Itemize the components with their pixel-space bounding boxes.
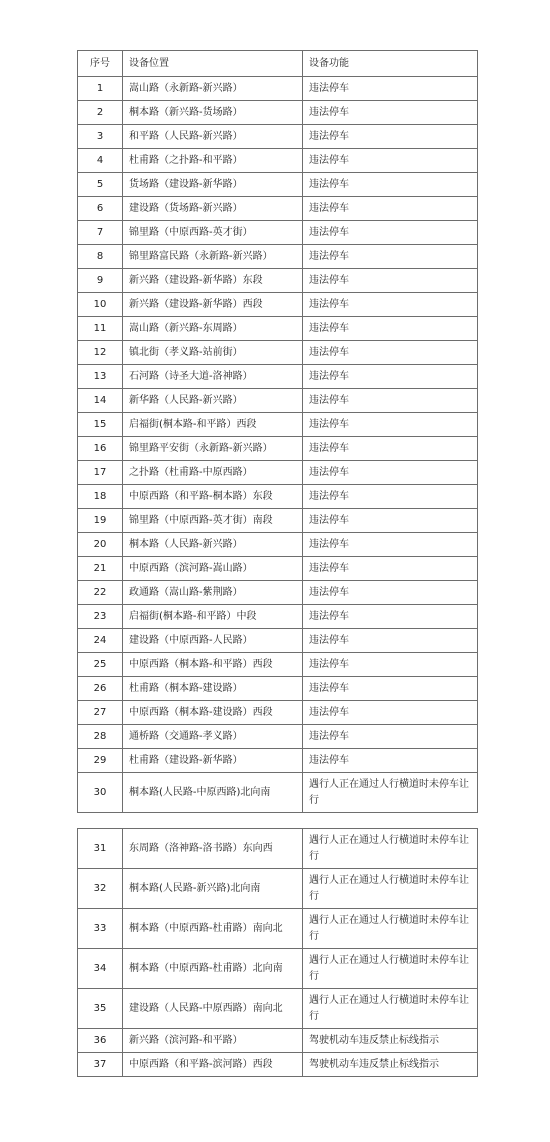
cell-no: 3 (78, 125, 123, 149)
cell-function: 驾驶机动车违反禁止标线指示 (303, 1053, 478, 1077)
table-row (78, 701, 478, 725)
table-row (78, 437, 478, 461)
cell-location: 中原西路（和平路-桐本路）东段 (123, 485, 303, 509)
cell-no: 16 (78, 437, 123, 461)
cell-no: 33 (78, 909, 123, 949)
cell-function: 遇行人正在通过人行横道时未停车让行 (303, 989, 478, 1029)
table-row (78, 677, 478, 701)
cell-location: 杜甫路（之扑路-和平路） (123, 149, 303, 173)
cell-function: 违法停车 (303, 533, 478, 557)
cell-function: 违法停车 (303, 701, 478, 725)
cell-location: 新华路（人民路-新兴路） (123, 389, 303, 413)
cell-location: 东周路（洛神路-洛书路）东向西 (123, 829, 303, 869)
cell-function: 违法停车 (303, 581, 478, 605)
cell-no: 10 (78, 293, 123, 317)
cell-no: 25 (78, 653, 123, 677)
table-row (78, 341, 478, 365)
cell-location: 桐本路（中原西路-杜甫路）北向南 (123, 949, 303, 989)
table-row (78, 461, 478, 485)
table-row (78, 909, 478, 949)
cell-no: 12 (78, 341, 123, 365)
cell-function: 违法停车 (303, 749, 478, 773)
cell-location: 石河路（诗圣大道-洛神路） (123, 365, 303, 389)
cell-function: 遇行人正在通过人行横道时未停车让行 (303, 949, 478, 989)
cell-location: 嵩山路（永新路-新兴路） (123, 77, 303, 101)
cell-function: 驾驶机动车违反禁止标线指示 (303, 1029, 478, 1053)
table-row (78, 629, 478, 653)
cell-location: 桐本路(人民路-中原西路)北向南 (123, 773, 303, 813)
table-row (78, 557, 478, 581)
cell-no: 4 (78, 149, 123, 173)
cell-no: 2 (78, 101, 123, 125)
cell-location: 中原西路（桐本路-建设路）西段 (123, 701, 303, 725)
cell-function: 违法停车 (303, 221, 478, 245)
cell-location: 嵩山路（新兴路-东周路） (123, 317, 303, 341)
cell-no: 8 (78, 245, 123, 269)
cell-no: 24 (78, 629, 123, 653)
cell-location: 镇北街（孝义路-站前街） (123, 341, 303, 365)
cell-location: 中原西路（滨河路-嵩山路） (123, 557, 303, 581)
table-row (78, 949, 478, 989)
table-row (78, 989, 478, 1029)
cell-function: 违法停车 (303, 197, 478, 221)
cell-location: 中原西路（和平路-滨河路）西段 (123, 1053, 303, 1077)
cell-no: 7 (78, 221, 123, 245)
cell-location: 启福街(桐本路-和平路）西段 (123, 413, 303, 437)
table-row (78, 317, 478, 341)
cell-function: 违法停车 (303, 173, 478, 197)
cell-location: 启福街(桐本路-和平路）中段 (123, 605, 303, 629)
cell-location: 锦里路富民路（永新路-新兴路） (123, 245, 303, 269)
cell-no: 30 (78, 773, 123, 813)
cell-no: 1 (78, 77, 123, 101)
cell-function: 违法停车 (303, 677, 478, 701)
table-row (78, 749, 478, 773)
cell-location: 之扑路（杜甫路-中原西路） (123, 461, 303, 485)
cell-location: 新兴路（滨河路-和平路） (123, 1029, 303, 1053)
table-body-part-1 (78, 77, 478, 813)
cell-function: 违法停车 (303, 437, 478, 461)
table-row (78, 365, 478, 389)
cell-location: 政通路（嵩山路-紫荆路） (123, 581, 303, 605)
table-row (78, 1053, 478, 1077)
cell-location: 杜甫路（建设路-新华路） (123, 749, 303, 773)
cell-function: 违法停车 (303, 557, 478, 581)
cell-location: 锦里路（中原西路-英才街） (123, 221, 303, 245)
cell-location: 和平路（人民路-新兴路） (123, 125, 303, 149)
table-row (78, 829, 478, 869)
cell-no: 6 (78, 197, 123, 221)
cell-location: 中原西路（桐本路-和平路）西段 (123, 653, 303, 677)
table-row (78, 485, 478, 509)
table-body-part-2 (78, 829, 478, 1077)
cell-location: 桐本路（人民路-新兴路） (123, 533, 303, 557)
cell-function: 违法停车 (303, 509, 478, 533)
table-row (78, 173, 478, 197)
cell-location: 桐本路（中原西路-杜甫路）南向北 (123, 909, 303, 949)
cell-function: 违法停车 (303, 293, 478, 317)
cell-no: 13 (78, 365, 123, 389)
cell-no: 18 (78, 485, 123, 509)
cell-function: 违法停车 (303, 125, 478, 149)
device-table-part-1 (77, 50, 478, 813)
cell-no: 31 (78, 829, 123, 869)
header-no: 序号 (78, 51, 123, 77)
table-row (78, 869, 478, 909)
cell-location: 建设路（中原西路-人民路） (123, 629, 303, 653)
cell-no: 5 (78, 173, 123, 197)
cell-function: 违法停车 (303, 629, 478, 653)
cell-no: 26 (78, 677, 123, 701)
table-header-row (78, 51, 478, 77)
cell-function: 违法停车 (303, 605, 478, 629)
cell-no: 34 (78, 949, 123, 989)
cell-no: 14 (78, 389, 123, 413)
header-location: 设备位置 (123, 51, 303, 77)
cell-function: 违法停车 (303, 149, 478, 173)
table-row (78, 605, 478, 629)
table-row (78, 509, 478, 533)
table-row (78, 293, 478, 317)
cell-no: 28 (78, 725, 123, 749)
cell-no: 20 (78, 533, 123, 557)
cell-no: 37 (78, 1053, 123, 1077)
cell-no: 36 (78, 1029, 123, 1053)
table-row (78, 125, 478, 149)
cell-function: 违法停车 (303, 413, 478, 437)
cell-function: 违法停车 (303, 389, 478, 413)
cell-no: 22 (78, 581, 123, 605)
table-row (78, 269, 478, 293)
cell-no: 9 (78, 269, 123, 293)
table-row (78, 413, 478, 437)
cell-location: 新兴路（建设路-新华路）西段 (123, 293, 303, 317)
table-row (78, 1029, 478, 1053)
cell-function: 违法停车 (303, 341, 478, 365)
cell-no: 27 (78, 701, 123, 725)
table-row (78, 581, 478, 605)
header-function: 设备功能 (303, 51, 478, 77)
cell-function: 违法停车 (303, 269, 478, 293)
cell-function: 违法停车 (303, 365, 478, 389)
cell-location: 锦里路平安街（永新路-新兴路） (123, 437, 303, 461)
table-row (78, 197, 478, 221)
cell-no: 35 (78, 989, 123, 1029)
cell-location: 锦里路（中原西路-英才街）南段 (123, 509, 303, 533)
cell-no: 29 (78, 749, 123, 773)
table-row (78, 245, 478, 269)
cell-no: 21 (78, 557, 123, 581)
cell-location: 货场路（建设路-新华路） (123, 173, 303, 197)
cell-location: 杜甫路（桐本路-建设路） (123, 677, 303, 701)
cell-no: 15 (78, 413, 123, 437)
table-row (78, 533, 478, 557)
table-row (78, 725, 478, 749)
cell-function: 违法停车 (303, 485, 478, 509)
table-row (78, 101, 478, 125)
device-table-part-2 (77, 828, 478, 1077)
cell-location: 建设路（人民路-中原西路）南向北 (123, 989, 303, 1029)
cell-function: 遇行人正在通过人行横道时未停车让行 (303, 773, 478, 813)
table-row (78, 773, 478, 813)
cell-no: 11 (78, 317, 123, 341)
cell-function: 违法停车 (303, 461, 478, 485)
cell-function: 违法停车 (303, 245, 478, 269)
cell-function: 违法停车 (303, 101, 478, 125)
cell-function: 违法停车 (303, 725, 478, 749)
cell-function: 遇行人正在通过人行横道时未停车让行 (303, 909, 478, 949)
cell-function: 遇行人正在通过人行横道时未停车让行 (303, 829, 478, 869)
cell-location: 桐本路(人民路-新兴路)北向南 (123, 869, 303, 909)
table-row (78, 149, 478, 173)
table-row (78, 653, 478, 677)
cell-no: 32 (78, 869, 123, 909)
cell-function: 违法停车 (303, 317, 478, 341)
cell-function: 违法停车 (303, 77, 478, 101)
cell-location: 建设路（货场路-新兴路） (123, 197, 303, 221)
table-row (78, 77, 478, 101)
cell-no: 23 (78, 605, 123, 629)
cell-function: 遇行人正在通过人行横道时未停车让行 (303, 869, 478, 909)
cell-location: 新兴路（建设路-新华路）东段 (123, 269, 303, 293)
cell-location: 通桥路（交通路-孝义路） (123, 725, 303, 749)
cell-no: 17 (78, 461, 123, 485)
table-row (78, 389, 478, 413)
cell-function: 违法停车 (303, 653, 478, 677)
cell-location: 桐本路（新兴路-货场路） (123, 101, 303, 125)
cell-no: 19 (78, 509, 123, 533)
table-row (78, 221, 478, 245)
